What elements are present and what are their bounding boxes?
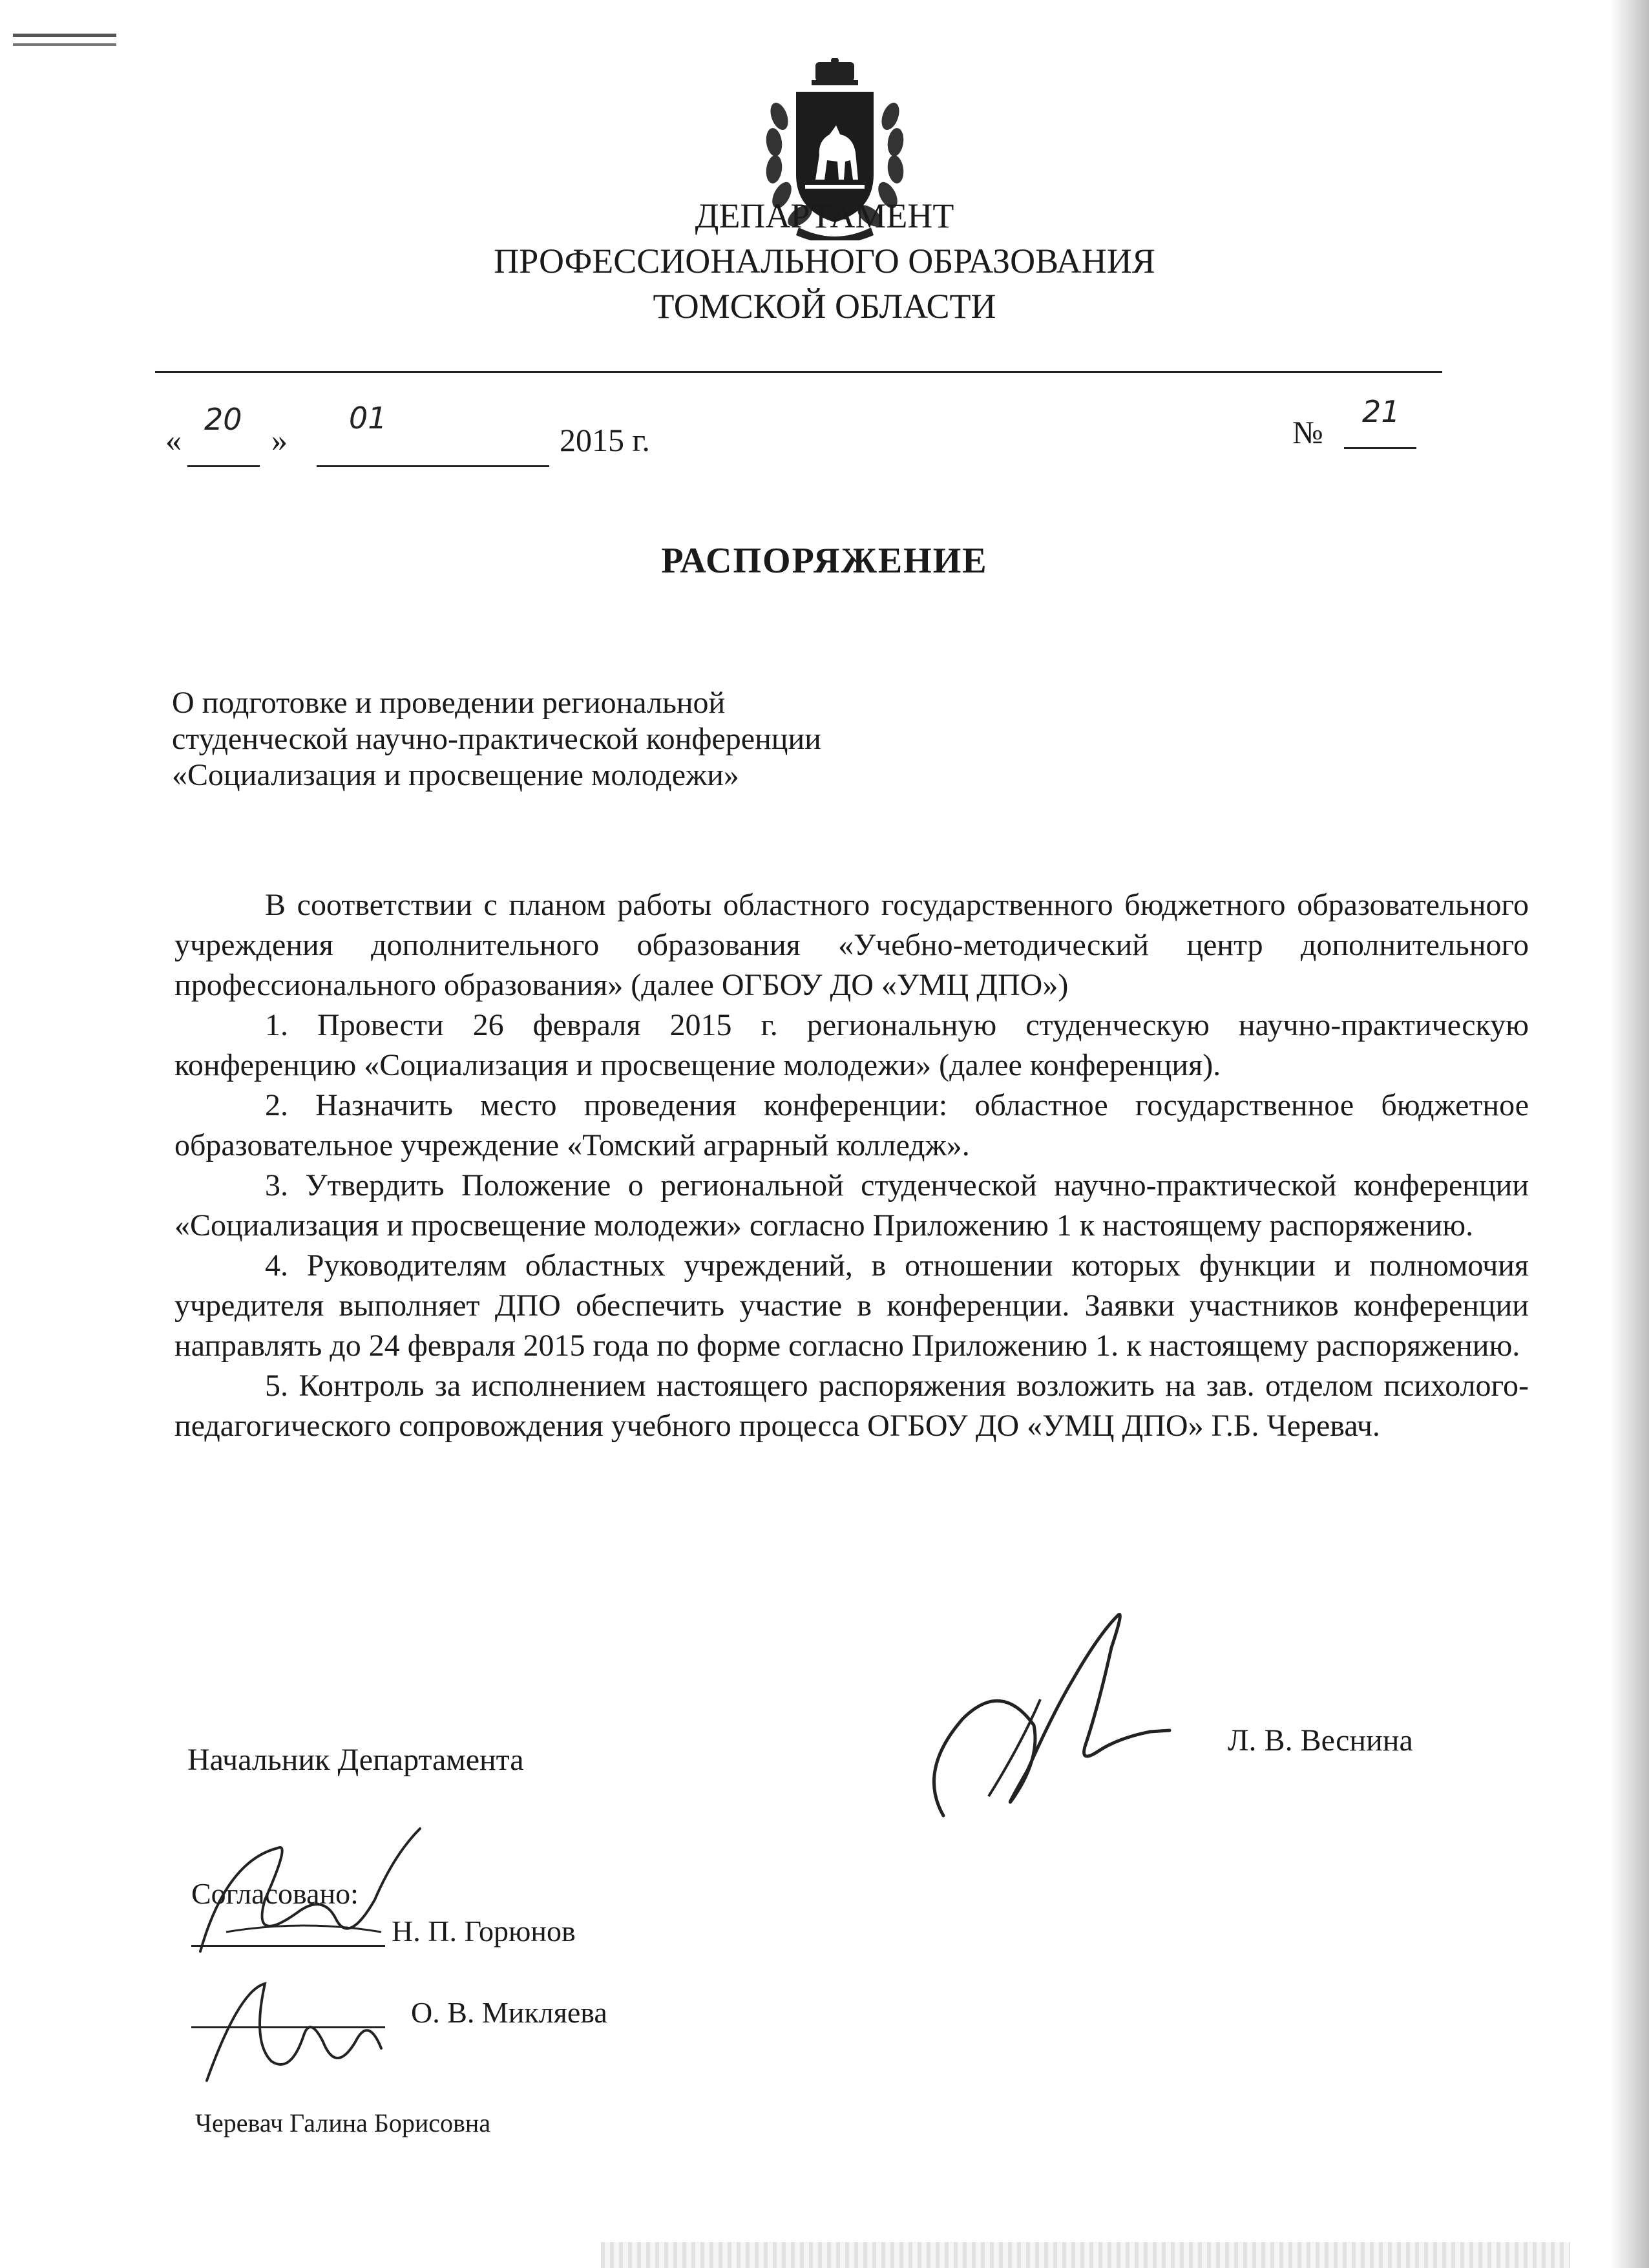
date-day: 20 <box>204 402 242 437</box>
handwritten-signature-approver1 <box>187 1822 433 1971</box>
document-subject <box>172 685 821 793</box>
scan-artifact-bottom <box>601 2242 1570 2268</box>
executor-name: Черевач Галина Борисовна <box>195 2108 491 2137</box>
date-open-quote: « <box>165 422 182 458</box>
subject-line1: О подготовке и проведении региональной <box>172 686 726 720</box>
date-year: 2015 г. <box>560 422 650 458</box>
header-divider <box>155 371 1442 373</box>
department-name-line2: ПРОФЕССИОНАЛЬНОГО ОБРАЗОВАНИЯ <box>494 242 1155 280</box>
number-value: 21 <box>1362 394 1400 429</box>
document-type-title: РАСПОРЯЖЕНИЕ <box>661 541 988 581</box>
date-month: 01 <box>349 401 387 436</box>
agreement-label: Согласовано: <box>191 1877 359 1910</box>
body-item-1: 1. Провести 26 февраля 2015 г. региональную студенческую научно-практическую конференцию «Социализация и просвещение молодежи» (далее конференция). <box>174 1008 1529 1082</box>
handwritten-signature-approver2 <box>187 1964 407 2094</box>
signatory-role: Начальник Департамента <box>187 1743 524 1777</box>
subject-line3: «Социализация и просвещение молодежи» <box>172 758 739 792</box>
approver1-name: Н. П. Горюнов <box>392 1915 576 1948</box>
body-item-4: 4. Руководителям областных учреждений, в отношении которых функции и полномочия учредителя выполняет ДПО обеспечить участие в конференции. Заявки участников конференции направлять до 24 февраля 2015 года по форме согласно Приложению 1. к настоящему распоряжению. <box>174 1248 1529 1363</box>
scan-shadow-edge <box>1610 0 1649 2268</box>
body-item-2: 2. Назначить место проведения конференции: областное государственное бюджетное образовательное учреждение «Томский аграрный колледж». <box>174 1088 1529 1162</box>
subject-line2: студенческой научно-практической конференции <box>172 722 821 756</box>
date-close-quote: » <box>271 422 288 458</box>
signatory-name: Л. В. Веснина <box>1228 1723 1413 1758</box>
department-name-line1: ДЕПАРТАМЕНТ <box>695 196 954 235</box>
approver1-signature-line <box>191 1945 385 1947</box>
department-name-line3: ТОМСКОЙ ОБЛАСТИ <box>653 287 996 326</box>
body-intro: В соответствии с планом работы областного государственного бюджетного образовательного учреждения дополнительного образования «Учебно-методический центр дополнительного профессионального образования» (далее ОГБОУ ДО «УМЦ ДПО») <box>174 888 1529 1002</box>
number-blank <box>1344 447 1416 449</box>
body-item-5: 5. Контроль за исполнением настоящего распоряжения возложить на зав. отделом психолого-педагогического сопровождения учебного процесса ОГБОУ ДО «УМЦ ДПО» Г.Б. Черевач. <box>174 1369 1529 1443</box>
date-day-blank <box>187 465 260 467</box>
date-month-blank <box>317 465 549 467</box>
body-item-3: 3. Утвердить Положение о региональной студенческой научно-практической конференции «Социализация и просвещение молодежи» согласно Приложению 1 к настоящему распоряжению. <box>174 1168 1529 1243</box>
approver2-name: О. В. Микляева <box>411 1996 607 2029</box>
document-body <box>174 885 1529 1446</box>
scan-artifact-mark <box>13 34 116 46</box>
number-label: № <box>1292 414 1323 450</box>
approver2-signature-line <box>191 2026 385 2028</box>
handwritten-signature-main <box>905 1602 1176 1848</box>
